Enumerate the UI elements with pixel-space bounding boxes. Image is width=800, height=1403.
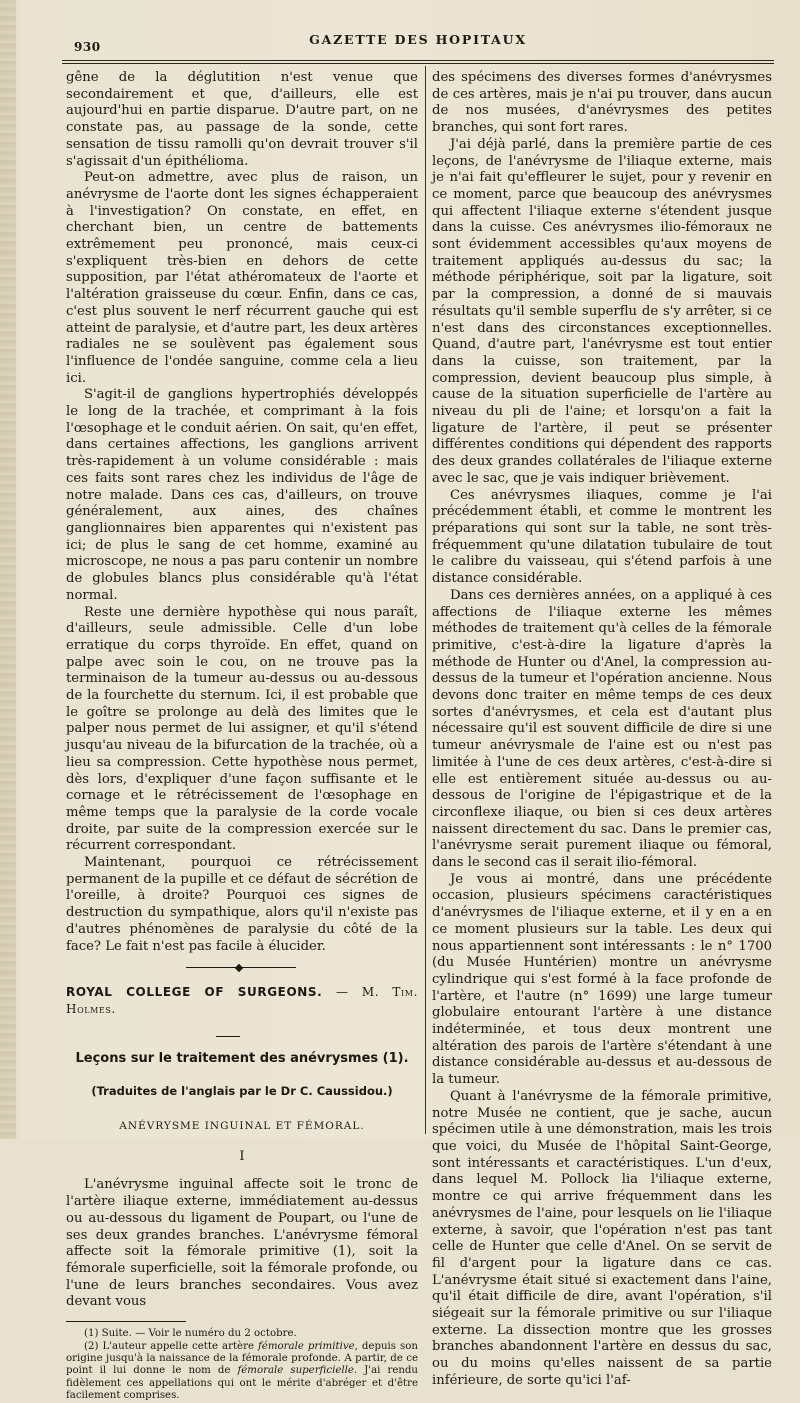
paragraph: S'agit-il de ganglions hypertrophiés développés le long de la trachée, et comprimant à la fois l'œsophage et le conduit aérien. On sait, qu'en effet, dans certaines affections, les ganglions arrivent très-rapidement à un volume considérable : mais ces faits sont rares chez les individus de l'âge de notre malade. Dans ces cas, d'ailleurs, on trouve généralement, aux aines, des chaînes ganglionnaires bien apparentes qui n'existent pas ici; de plus le sang de cet homme, examiné au microscope, ne nous a pas paru contenir un nombre de globules blancs plus considérable qu'à l'état normal. xyxy=(66,387,418,603)
section-separator xyxy=(186,965,296,970)
footnote-rule xyxy=(66,1321,186,1322)
journal-title: GAZETTE DES HOPITAUX xyxy=(309,32,527,47)
paragraph: Quant à l'anévrysme de la fémorale primitive, notre Musée ne contient, que je sache, aucun spécimen utile à une démonstration, mais les trois que voici, du Musée de l'hôpital Saint-George, sont intéressants et caractéristiques. L'un d'eux, dans lequel M. Pollock lia l'iliaque externe, montre ce qui arrive fréquemment dans les anévrysmes de l'aine, pour lesquels on lie l'iliaque externe, à savoir, que l'opération n'est pas tant celle de Hunter que celle d'Anel. On se servit de fil d'argent pour la ligature dans ce cas. L'anévrysme était situé si exactement dans l'aine, qu'il était difficile de dire, avant l'opération, s'il siégeait sur la fémorale primitive ou sur l'iliaque externe. La dissection montre que les grosses branches abandonnent l'artère en dessus du sac, ou du moins qu'elles naissent de sa partie inférieure, de sorte qu'ici l'af- xyxy=(432,1088,772,1388)
paragraph: J'ai déjà parlé, dans la première partie de ces leçons, de l'anévrysme de l'iliaque externe, mais je n'ai fait qu'effleurer le sujet, pour y revenir en ce moment, parce que beaucoup des anévrysmes qui affectent l'iliaque externe s'étendent jusque dans la cuisse. Ces anévrysmes ilio-fémoraux ne sont évidemment accessibles qu'aux moyens de traitement appliqués au-dessus du sac; la méthode périphérique, soit par la ligature, soit par la compression, a donné de si mauvais résultats qu'il semble superflu de s'y arrêter, si ce n'est dans des circonstances exceptionnelles. Quand, d'autre part, l'anévrysme est tout entier dans la cuisse, son traitement, par la compression, devient beaucoup plus simple, à cause de la situation superficielle de l'artère au niveau du pli de l'aine; et lorsqu'on a fait la ligature de l'artère, il peut se présenter différentes conditions qui dépendent des rapports des deux grandes collatérales de l'iliaque externe avec le sac, que je vais indiquer brièvement. xyxy=(432,136,772,486)
page-number: 930 xyxy=(74,40,101,54)
lesson-title: Leçons sur le traitement des anévrysmes (1). xyxy=(75,1050,409,1066)
paragraph: Ces anévrysmes iliaques, comme je l'ai précédemment établi, et comme le montrent les préparations qui sont sur la table, ne sont très-fréquemment qu'une dilatation tubulaire de tout le calibre du vaisseau, qui s'étend parfois à une distance considérable. xyxy=(432,487,772,587)
left-column xyxy=(66,70,418,1403)
section-number: I xyxy=(239,1148,245,1164)
paragraph: des spécimens des diverses formes d'anévrysmes de ces artères, mais je n'ai pu trouver, dans aucun de nos musées, d'anévrysmes des petites branches, qui sont fort rares. xyxy=(432,70,772,136)
paragraph: Reste une dernière hypothèse qui nous paraît, d'ailleurs, seule admissible. Celle d'un lobe erratique du corps thyroïde. En effet, quand on palpe avec soin le cou, on ne trouve pas la terminaison de la tumeur au-dessus ou au-dessous de la fourchette du sternum. Ici, il est probable que le goître se prolonge au delà des limites que le palper nous permet de lui assigner, et qu'il s'étend jusqu'au niveau de la bifurcation de la trachée, où a lieu sa compression. Cette hypothèse nous permet, dès lors, d'expliquer d'une façon suffisante et le cornage et le rétrécissement de l'œsophage en même temps que la paralysie de la corde vocale droite, par suite de la compression exercée sur le récurrent correspondant. xyxy=(66,604,418,854)
footnote-text: . J'ai rendu fidèlement ces appellations qui ont le mérite d'abréger et d'être facilement comprises. xyxy=(66,1365,418,1402)
short-rule xyxy=(216,1036,240,1037)
paragraph: L'anévrysme inguinal affecte soit le tronc de l'artère iliaque externe, immédiatement au-dessus ou au-dessous du ligament de Poupart, ou l'une de ses deux grandes branches. L'anévrysme fémoral affecte soit la fémorale primitive (1), soit la fémorale superficielle, soit la fémorale profonde, ou l'une de leurs branches secondaires. Vous avez devant vous xyxy=(66,1177,418,1310)
footnote-2 xyxy=(66,1341,418,1403)
footnote-emphasis: fémorale primitive xyxy=(258,1340,355,1352)
paragraph: Maintenant, pourquoi ce rétrécissement permanent de la pupille et ce défaut de sécrétion de l'oreille, à droite? Pourquoi ces signes de destruction du sympathique, alors qu'il n'existe pas d'autres phénomènes de paralysie du côté de la face? Le fait n'est pas facile à élucider. xyxy=(66,855,418,954)
page-header xyxy=(62,28,774,58)
column-divider xyxy=(425,66,426,1134)
section-heading xyxy=(66,984,418,1017)
paragraph: gêne de la déglutition n'est venue que secondairement et que, d'ailleurs, elle est aujourd'hui en partie disparue. D'autre part, on ne constate pas, au passage de la sonde, cette sensation de tissu ramolli qu'on devrait trouver s'il s'agissait d'un épithélioma. xyxy=(66,70,418,169)
lesson-topic: ANÉVRYSME INGUINAL ET FÉMORAL. xyxy=(119,1120,365,1133)
header-rule-bottom xyxy=(62,63,774,64)
lesson-translation-note: (Traduites de l'anglais par le Dr C. Caussidou.) xyxy=(91,1084,393,1099)
paragraph: Dans ces dernières années, on a appliqué à ces affections de l'iliaque externe les mêmes méthodes de traitement qu'à celles de la fémorale primitive, c'est-à-dire la ligature d'après la méthode de Hunter ou d'Anel, la compression au-dessus de la tumeur et l'opération ancienne. Nous devons donc traiter en même temps de ces deux sortes d'anévrysmes, et cela est d'autant plus nécessaire qu'il est souvent difficile de dire si une tumeur anévrysmale de l'aine est ou n'est pas limitée à l'une de ces deux artères, c'est-à-dire si elle est entièrement située au-dessus ou au-dessous de l'origine de l'épigastrique et de la circonflexe iliaque, ou bien si ces deux artères naissent directement du sac. Dans le premier cas, l'anévrysme serait purement iliaque ou fémoral, dans le second cas il serait ilio-fémoral. xyxy=(432,587,772,871)
right-column xyxy=(432,70,772,1390)
footnote-1: (1) Suite. — Voir le numéro du 2 octobre. xyxy=(84,1328,297,1340)
section-institution: ROYAL COLLEGE OF SURGEONS. xyxy=(66,985,323,1000)
footnote-emphasis: fémorale superficielle xyxy=(237,1365,354,1377)
header-rule-top xyxy=(62,60,774,61)
paragraph: Peut-on admettre, avec plus de raison, un anévrysme de l'aorte dont les signes échapperaient à l'investigation? On constate, en effet, en cherchant bien, un centre de battements extrêmement peu prononcé, mais ceux-ci s'expliquent très-bien en dehors de cette supposition, par l'état athéromateux de l'aorte et l'altération graisseuse du cœur. Enfin, dans ce cas, c'est plus souvent le nerf récurrent gauche qui est atteint de paralysie, et d'autre part, les deux artères radiales ne se soulèvent pas également sous l'influence de l'ondée sanguine, comme cela a lieu ici. xyxy=(66,170,418,386)
section-author: — M. Tim. Holmes. xyxy=(66,985,418,1016)
binding-edge xyxy=(0,0,16,1139)
footnote-text: (2) L'auteur appelle cette artère xyxy=(84,1340,259,1352)
footnote-text: , depuis son origine jusqu'à la naissance de la fémorale profonde. A partir, de ce point il lui donne le nom de xyxy=(66,1340,418,1377)
paragraph: Je vous ai montré, dans une précédente occasion, plusieurs spécimens caractéristiques d'anévrysmes de l'iliaque externe, et il y en a en ce moment plusieurs sur la table. Les deux qui nous appartiennent sont intéressants : le n° 1700 (du Musée Huntérien) montre un anévrysme cylindrique qui s'est formé à la face profonde de l'artère, et l'autre (n° 1699) une large tumeur globulaire entourant l'artère à une distance indéterminée, et tous deux montrent une altération des parois de l'artère s'étendant à une distance considérable au-dessus et au-dessous de la tumeur. xyxy=(432,871,772,1088)
